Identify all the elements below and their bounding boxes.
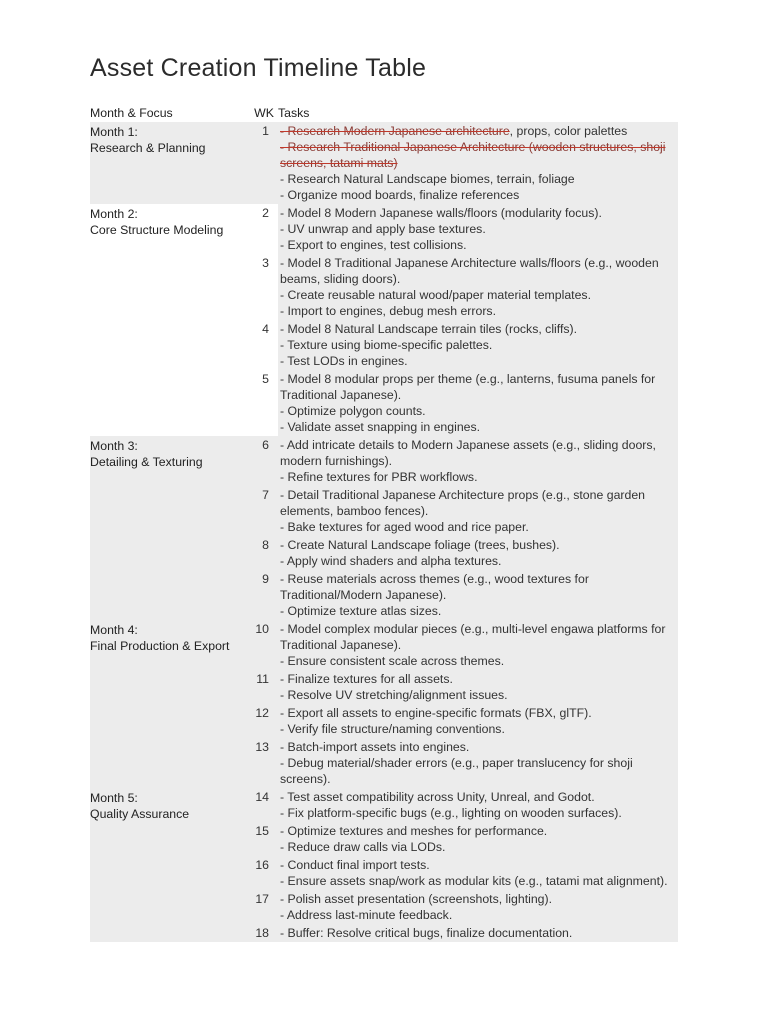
task-item — [280, 371, 676, 403]
task-text: - Apply wind shaders and alpha textures. — [280, 554, 502, 568]
task-item — [280, 487, 676, 519]
task-item — [280, 925, 676, 941]
task-item — [280, 653, 676, 669]
task-text: - Ensure consistent scale across themes. — [280, 654, 505, 668]
task-item — [280, 337, 676, 353]
week-number: 3 — [250, 254, 278, 320]
task-text: - Address last-minute feedback. — [280, 908, 453, 922]
page-title: Asset Creation Timeline Table — [90, 54, 427, 82]
month-cell — [90, 204, 250, 436]
tasks-cell — [278, 570, 678, 620]
table-row — [90, 436, 678, 486]
task-item — [280, 671, 676, 687]
month-focus: Detailing & Texturing — [90, 455, 203, 469]
task-item — [280, 287, 676, 303]
task-item — [280, 205, 676, 221]
week-number: 9 — [250, 570, 278, 620]
header-tasks: Tasks — [278, 106, 310, 120]
tasks-cell — [278, 822, 678, 856]
task-item — [280, 187, 676, 203]
task-item — [280, 139, 676, 171]
tasks-cell — [278, 738, 678, 788]
table-row — [90, 788, 678, 822]
task-item — [280, 621, 676, 653]
task-text: - Validate asset snapping in engines. — [280, 420, 481, 434]
task-text: - Detail Traditional Japanese Architecture props (e.g., stone garden elements, bamboo fences). — [280, 488, 646, 518]
task-text: - Test asset compatibility across Unity, Unreal, and Godot. — [280, 790, 595, 804]
task-text: - Debug material/shader errors (e.g., paper translucency for shoji screens). — [280, 756, 633, 786]
tasks-cell — [278, 204, 678, 254]
task-item — [280, 739, 676, 755]
task-item — [280, 519, 676, 535]
task-text-struck: - Research Modern Japanese architecture — [280, 124, 510, 138]
task-item — [280, 721, 676, 737]
week-number: 11 — [250, 670, 278, 704]
task-text: - Texture using biome-specific palettes. — [280, 338, 493, 352]
tasks-cell — [278, 890, 678, 924]
week-number: 17 — [250, 890, 278, 924]
tasks-cell — [278, 788, 678, 822]
month-label: Month 2: — [90, 207, 138, 221]
task-text: - Model 8 Modern Japanese walls/floors (modularity focus). — [280, 206, 602, 220]
week-number: 6 — [250, 436, 278, 486]
week-number: 8 — [250, 536, 278, 570]
task-item — [280, 403, 676, 419]
month-cell — [90, 620, 250, 788]
week-number: 2 — [250, 204, 278, 254]
tasks-cell — [278, 254, 678, 320]
month-focus: Research & Planning — [90, 141, 206, 155]
task-text: - Finalize textures for all assets. — [280, 672, 453, 686]
month-label: Month 3: — [90, 439, 138, 453]
task-text: - Fix platform-specific bugs (e.g., lighting on wooden surfaces). — [280, 806, 622, 820]
header-wk: WK — [254, 106, 274, 120]
table-row — [90, 620, 678, 670]
task-text: - Export all assets to engine-specific formats (FBX, glTF). — [280, 706, 592, 720]
week-number: 13 — [250, 738, 278, 788]
task-item — [280, 123, 676, 139]
month-cell — [90, 122, 250, 204]
task-item — [280, 255, 676, 287]
task-text: - Ensure assets snap/work as modular kits (e.g., tatami mat alignment). — [280, 874, 668, 888]
task-text: - Model 8 Natural Landscape terrain tiles (rocks, cliffs). — [280, 322, 578, 336]
tasks-cell — [278, 370, 678, 436]
task-item — [280, 873, 676, 889]
tasks-cell — [278, 620, 678, 670]
tasks-cell — [278, 122, 678, 204]
tasks-cell — [278, 704, 678, 738]
week-number: 7 — [250, 486, 278, 536]
task-text: - Polish asset presentation (screenshots, lighting). — [280, 892, 553, 906]
week-number: 10 — [250, 620, 278, 670]
task-item — [280, 303, 676, 319]
task-text-struck: - Research Traditional Japanese Architecture (wooden structures, shoji screens, tatami mats) — [280, 140, 666, 170]
week-number: 4 — [250, 320, 278, 370]
task-item — [280, 705, 676, 721]
task-item — [280, 553, 676, 569]
task-item — [280, 469, 676, 485]
table-row — [90, 204, 678, 254]
task-item — [280, 437, 676, 469]
month-focus: Final Production & Export — [90, 639, 230, 653]
task-text: - Export to engines, test collisions. — [280, 238, 467, 252]
task-item — [280, 237, 676, 253]
task-item — [280, 603, 676, 619]
task-text: - Optimize textures and meshes for performance. — [280, 824, 548, 838]
tasks-cell — [278, 856, 678, 890]
month-label: Month 5: — [90, 791, 138, 805]
task-text: - Model 8 Traditional Japanese Architecture walls/floors (e.g., wooden beams, sliding doors). — [280, 256, 659, 286]
tasks-cell — [278, 536, 678, 570]
task-item — [280, 857, 676, 873]
task-text: - Test LODs in engines. — [280, 354, 408, 368]
task-text: - Bake textures for aged wood and rice paper. — [280, 520, 529, 534]
task-item — [280, 171, 676, 187]
task-text: - Model complex modular pieces (e.g., multi-level engawa platforms for Traditional Japanese). — [280, 622, 666, 652]
task-text: - UV unwrap and apply base textures. — [280, 222, 486, 236]
tasks-cell — [278, 670, 678, 704]
month-focus: Quality Assurance — [90, 807, 190, 821]
week-number: 1 — [250, 122, 278, 204]
tasks-cell — [278, 924, 678, 942]
task-item — [280, 221, 676, 237]
header-row — [90, 104, 678, 122]
task-text: - Organize mood boards, finalize references — [280, 188, 520, 202]
task-text: - Add intricate details to Modern Japanese assets (e.g., sliding doors, modern furnishings). — [280, 438, 656, 468]
week-number: 12 — [250, 704, 278, 738]
month-label: Month 1: — [90, 125, 138, 139]
task-text: - Import to engines, debug mesh errors. — [280, 304, 496, 318]
task-text: - Batch-import assets into engines. — [280, 740, 470, 754]
task-item — [280, 537, 676, 553]
week-number: 14 — [250, 788, 278, 822]
timeline-table — [90, 104, 678, 942]
task-text: - Refine textures for PBR workflows. — [280, 470, 478, 484]
table-body — [90, 122, 678, 942]
week-number: 18 — [250, 924, 278, 942]
task-text: - Reduce draw calls via LODs. — [280, 840, 446, 854]
tasks-cell — [278, 320, 678, 370]
task-text: - Conduct final import tests. — [280, 858, 430, 872]
task-text: - Reuse materials across themes (e.g., wood textures for Traditional/Modern Japanese). — [280, 572, 589, 602]
week-number: 5 — [250, 370, 278, 436]
task-text: , props, color palettes — [509, 124, 628, 138]
task-text: - Create reusable natural wood/paper material templates. — [280, 288, 592, 302]
task-item — [280, 907, 676, 923]
task-text: - Create Natural Landscape foliage (trees, bushes). — [280, 538, 560, 552]
month-cell — [90, 788, 250, 942]
task-item — [280, 419, 676, 435]
week-number: 16 — [250, 856, 278, 890]
task-item — [280, 687, 676, 703]
task-item — [280, 755, 676, 787]
table-header — [90, 104, 678, 122]
header-month-focus: Month & Focus — [90, 106, 173, 120]
task-text: - Research Natural Landscape biomes, terrain, foliage — [280, 172, 575, 186]
task-text: - Buffer: Resolve critical bugs, finalize documentation. — [280, 926, 573, 940]
task-text: - Model 8 modular props per theme (e.g., lanterns, fusuma panels for Traditional Japanese). — [280, 372, 656, 402]
table-row — [90, 122, 678, 204]
month-cell — [90, 436, 250, 620]
task-text: - Optimize texture atlas sizes. — [280, 604, 442, 618]
task-text: - Resolve UV stretching/alignment issues. — [280, 688, 508, 702]
month-focus: Core Structure Modeling — [90, 223, 224, 237]
task-item — [280, 823, 676, 839]
task-item — [280, 571, 676, 603]
tasks-cell — [278, 436, 678, 486]
task-item — [280, 353, 676, 369]
week-number: 15 — [250, 822, 278, 856]
task-text: - Optimize polygon counts. — [280, 404, 426, 418]
task-item — [280, 839, 676, 855]
task-item — [280, 321, 676, 337]
month-label: Month 4: — [90, 623, 138, 637]
task-text: - Verify file structure/naming conventions. — [280, 722, 505, 736]
task-item — [280, 891, 676, 907]
task-item — [280, 805, 676, 821]
task-item — [280, 789, 676, 805]
tasks-cell — [278, 486, 678, 536]
